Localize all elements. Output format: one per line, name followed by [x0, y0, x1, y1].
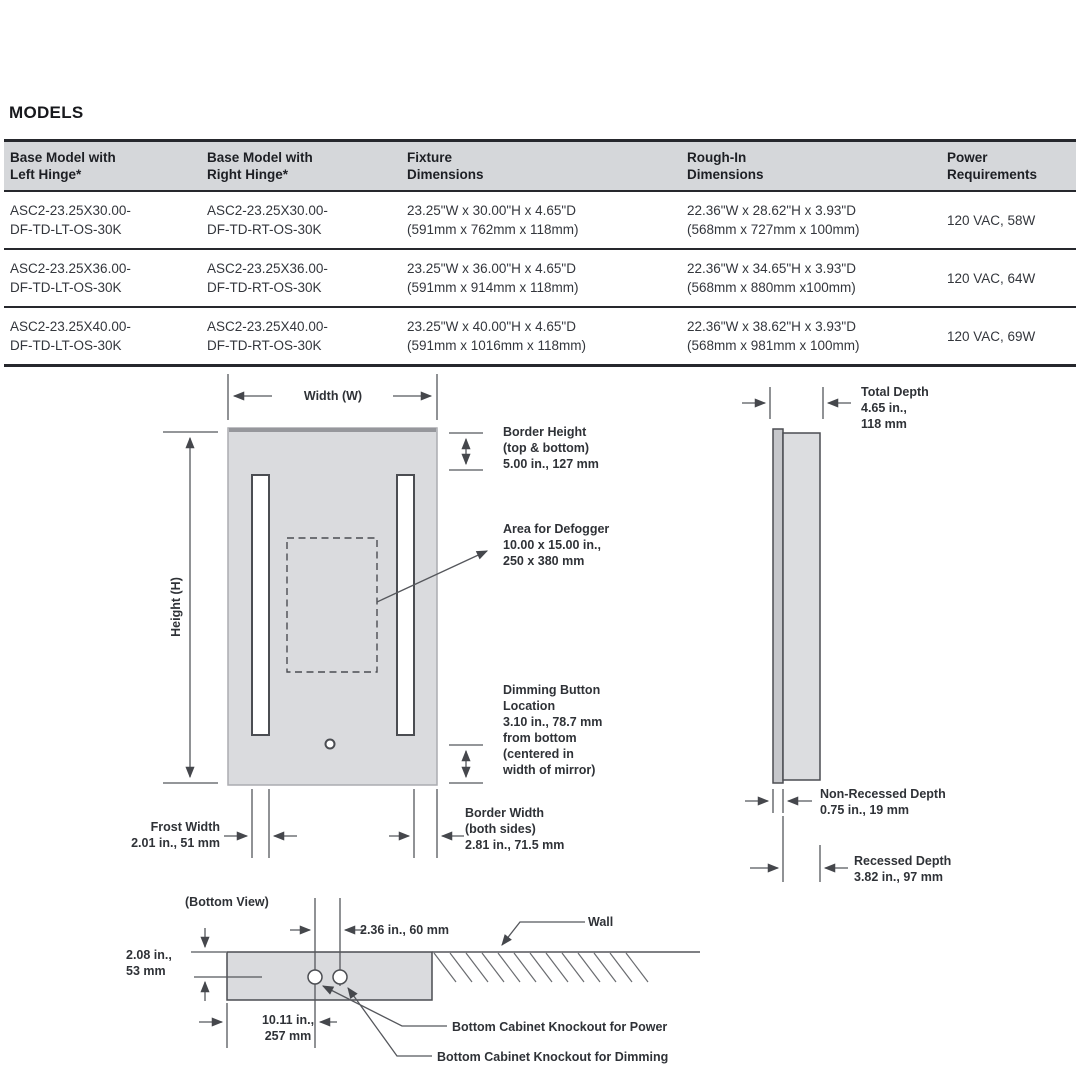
cell-line: 22.36"W x 34.65"H x 3.93"D: [687, 261, 856, 276]
width-dimension-label: Width (W): [303, 389, 363, 403]
cell-line: DF-TD-RT-OS-30K: [207, 280, 322, 295]
col-header-power-requirements: [941, 149, 1076, 183]
power-requirements-cell: [941, 317, 1076, 355]
cell-line: DF-TD-LT-OS-30K: [10, 280, 122, 295]
label-line: (centered in: [503, 747, 574, 761]
models-table: [4, 139, 1076, 367]
cell-line: DF-TD-RT-OS-30K: [207, 338, 322, 353]
cell-line: (591mm x 1016mm x 118mm): [407, 338, 587, 353]
cell-line: ASC2-23.25X30.00-: [10, 203, 131, 218]
cell-line: 23.25"W x 40.00"H x 4.65"D: [407, 319, 576, 334]
cell-line: ASC2-23.25X40.00-: [10, 319, 131, 334]
header-line: Power: [947, 150, 988, 165]
power-requirements-cell: [941, 259, 1076, 297]
label-line: 250 x 380 mm: [503, 554, 585, 568]
header-line: Base Model with: [10, 150, 116, 165]
height-dimension-label: Height (H): [169, 577, 183, 637]
right-hinge-model-cell: [201, 259, 401, 297]
label-line: Location: [503, 699, 556, 713]
left-hinge-model-cell: [4, 201, 201, 239]
label-line: Recessed Depth: [854, 854, 952, 868]
header-line: Left Hinge*: [10, 167, 82, 182]
cell-line: DF-TD-LT-OS-30K: [10, 338, 122, 353]
cell-line: 22.36"W x 28.62"H x 3.93"D: [687, 203, 856, 218]
cell-line: (591mm x 914mm x 118mm): [407, 280, 579, 295]
table-header-row: [4, 142, 1076, 192]
dimming-knockout-label: Bottom Cabinet Knockout for Dimming: [437, 1050, 669, 1064]
cell-line: 23.25"W x 36.00"H x 4.65"D: [407, 261, 576, 276]
label-line: 118 mm: [861, 417, 907, 431]
header-line: Dimensions: [687, 167, 764, 182]
non-recessed-depth-label: [820, 786, 946, 818]
fixture-dimensions-cell: [401, 201, 681, 239]
wall-label: Wall: [588, 915, 614, 929]
label-line: 4.65 in.,: [861, 401, 907, 415]
label-line: 257 mm: [264, 1029, 312, 1043]
label-line: 53 mm: [126, 964, 166, 978]
cell-line: DF-TD-RT-OS-30K: [207, 222, 322, 237]
cell-line: (568mm x 727mm x 100mm): [687, 222, 860, 237]
label-line: from bottom: [503, 731, 577, 745]
dimming-button-label: [503, 682, 602, 778]
fixture-dimensions-cell: [401, 259, 681, 297]
label-line: 2.01 in., 51 mm: [131, 836, 220, 850]
label-line: Dimming Button: [503, 683, 601, 697]
cell-line: ASC2-23.25X36.00-: [207, 261, 328, 276]
cell-line: DF-TD-LT-OS-30K: [10, 222, 122, 237]
cell-line: 23.25"W x 30.00"H x 4.65"D: [407, 203, 576, 218]
cell-line: ASC2-23.25X30.00-: [207, 203, 328, 218]
knockout-offset-label: [243, 1012, 333, 1044]
depth-to-knockout-label: [126, 947, 172, 979]
section-title: MODELS: [9, 103, 84, 122]
table-row: [4, 192, 1076, 248]
col-header-rough-in-dimensions: [681, 149, 941, 183]
bottom-view-title: (Bottom View): [185, 895, 269, 909]
label-line: 10.11 in.,: [261, 1013, 315, 1027]
cell-line: (568mm x 981mm x 100mm): [687, 338, 860, 353]
power-knockout-label: Bottom Cabinet Knockout for Power: [452, 1020, 668, 1034]
cell-line: 120 VAC, 58W: [947, 212, 1036, 228]
left-hinge-model-cell: [4, 317, 201, 355]
header-line: Base Model with: [207, 150, 313, 165]
border-height-label: [503, 424, 599, 472]
cell-line: (568mm x 880mm x100mm): [687, 280, 856, 295]
total-depth-label: [861, 384, 929, 432]
cell-line: 120 VAC, 64W: [947, 270, 1036, 286]
right-hinge-model-cell: [201, 201, 401, 239]
label-line: Area for Defogger: [503, 522, 610, 536]
frost-width-label: [102, 819, 220, 851]
cell-line: 22.36"W x 38.62"H x 3.93"D: [687, 319, 856, 334]
rough-in-dimensions-cell: [681, 259, 941, 297]
label-line: (both sides): [465, 822, 536, 836]
table-row: [4, 306, 1076, 364]
cell-line: ASC2-23.25X36.00-: [10, 261, 131, 276]
label-line: Border Height: [503, 425, 587, 439]
border-width-label: [465, 805, 564, 853]
label-line: 2.81 in., 71.5 mm: [465, 838, 565, 852]
label-line: width of mirror): [503, 763, 596, 777]
rough-in-dimensions-cell: [681, 317, 941, 355]
label-line: Non-Recessed Depth: [820, 787, 946, 801]
label-line: Border Width: [465, 806, 545, 820]
recessed-depth-label: [854, 853, 951, 885]
knockout-spacing-label: 2.36 in., 60 mm: [360, 923, 449, 937]
header-line: Dimensions: [407, 167, 484, 182]
fixture-dimensions-cell: [401, 317, 681, 355]
power-requirements-cell: [941, 201, 1076, 239]
label-line: Total Depth: [861, 385, 929, 399]
header-line: Fixture: [407, 150, 453, 165]
label-line: 0.75 in., 19 mm: [820, 803, 909, 817]
label-line: 2.08 in.,: [126, 948, 172, 962]
label-line: 3.82 in., 97 mm: [854, 870, 943, 884]
col-header-right-hinge: [201, 149, 401, 183]
label-line: (top & bottom): [503, 441, 590, 455]
right-hinge-model-cell: [201, 317, 401, 355]
label-line: Frost Width: [150, 820, 220, 834]
cell-line: ASC2-23.25X40.00-: [207, 319, 328, 334]
label-line: 5.00 in., 127 mm: [503, 457, 599, 471]
cell-line: 120 VAC, 69W: [947, 328, 1036, 344]
rough-in-dimensions-cell: [681, 201, 941, 239]
label-line: 10.00 x 15.00 in.,: [503, 538, 601, 552]
col-header-left-hinge: [4, 149, 201, 183]
label-line: 3.10 in., 78.7 mm: [503, 715, 603, 729]
left-hinge-model-cell: [4, 259, 201, 297]
header-line: Rough-In: [687, 150, 747, 165]
col-header-fixture-dimensions: [401, 149, 681, 183]
table-row: [4, 248, 1076, 306]
header-line: Requirements: [947, 167, 1038, 182]
defogger-area-label: [503, 521, 609, 569]
cell-line: (591mm x 762mm x 118mm): [407, 222, 579, 237]
header-line: Right Hinge*: [207, 167, 288, 182]
front-view-drawing: [163, 374, 487, 858]
